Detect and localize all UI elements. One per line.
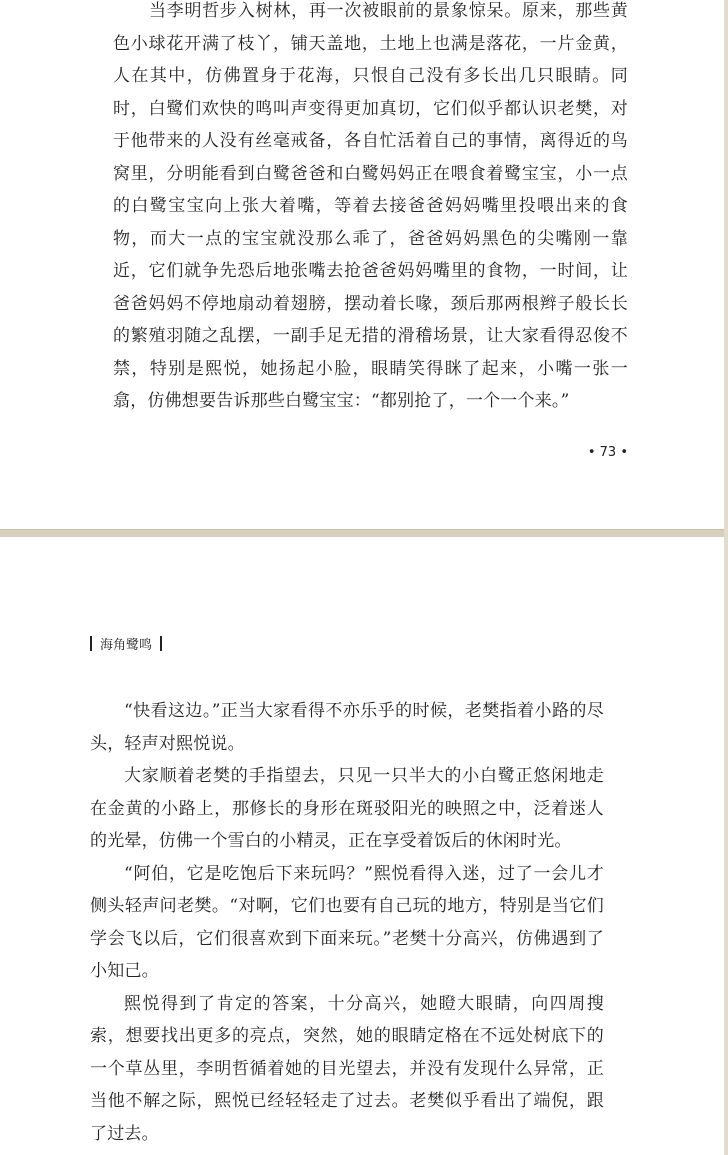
page-74-body bbox=[90, 695, 604, 1150]
page-73 bbox=[0, 0, 724, 529]
header-bar-right bbox=[160, 636, 162, 651]
paragraph: 熙悦得到了肯定的答案，十分高兴，她瞪大眼睛，向四周搜索，想要找出更多的亮点，突然，她的眼睛定格在不远处树底下的一个草丛里，李明哲循着她的目光望去，并没有发现什么异常，正当他不解之际，熙悦已经轻轻走了过去。老樊似乎看出了端倪，跟了过去。 bbox=[90, 993, 604, 1144]
page-number: • 73 • bbox=[587, 445, 628, 460]
page-edge bbox=[724, 0, 728, 1155]
page-separator bbox=[0, 529, 728, 537]
page-73-body bbox=[113, 0, 628, 418]
paragraph: “快看这边。”正当大家看得不亦乐乎的时候，老樊指着小路的尽头，轻声对熙悦说。 bbox=[90, 701, 604, 754]
page-74 bbox=[0, 537, 724, 1155]
paragraph: 当李明哲步入树林，再一次被眼前的景象惊呆。原来，那些黄色小球花开满了枝丫，铺天盖地，土地上也满是落花，一片金黄，人在其中，仿佛置身于花海，只恨自己没有多长出几只眼睛。同时，白鹭们欢快的鸣叫声变得更加真切，它们似乎都认识老樊，对于他带来的人没有丝毫戒备，各自忙活着自己的事情，离得近的鸟窝里，分明能看到白鹭爸爸和白鹭妈妈正在喂食着鹭宝宝，小一点的白鹭宝宝向上张大着嘴，等着去接爸爸妈妈嘴里投喂出来的食物，而大一点的宝宝就没那么乖了，爸爸妈妈黑色的尖嘴刚一靠近，它们就争先恐后地张嘴去抢爸爸妈妈嘴里的食物，一时间，让爸爸妈妈不停地扇动着翅膀，摆动着长喙，颈后那两根辫子般长长的繁殖羽随之乱摆，一副手足无措的滑稽场景，让大家看得忍俊不禁，特别是熙悦，她扬起小脸，眼睛笑得眯了起来，小嘴一张一翕，仿佛想要告诉那些白鹭宝宝：“都别抢了，一个一个来。” bbox=[113, 1, 628, 411]
running-header-title: 海角鹭鸣 bbox=[100, 638, 153, 653]
paragraph: “阿伯，它是吃饱后下来玩吗？”熙悦看得入迷，过了一会儿才侧头轻声问老樊。“对啊，它们也要有自己玩的地方，特别是当它们学会飞以后，它们很喜欢到下面来玩。”老樊十分高兴，仿佛遇到了小知己。 bbox=[90, 863, 604, 981]
paragraph: 大家顺着老樊的手指望去，只见一只半大的小白鹭正悠闲地走在金黄的小路上，那修长的身形在斑驳阳光的映照之中，泛着迷人的光晕，仿佛一个雪白的小精灵，正在享受着饭后的休闲时光。 bbox=[90, 766, 604, 851]
header-bar-left bbox=[90, 636, 92, 651]
running-header bbox=[90, 634, 162, 653]
